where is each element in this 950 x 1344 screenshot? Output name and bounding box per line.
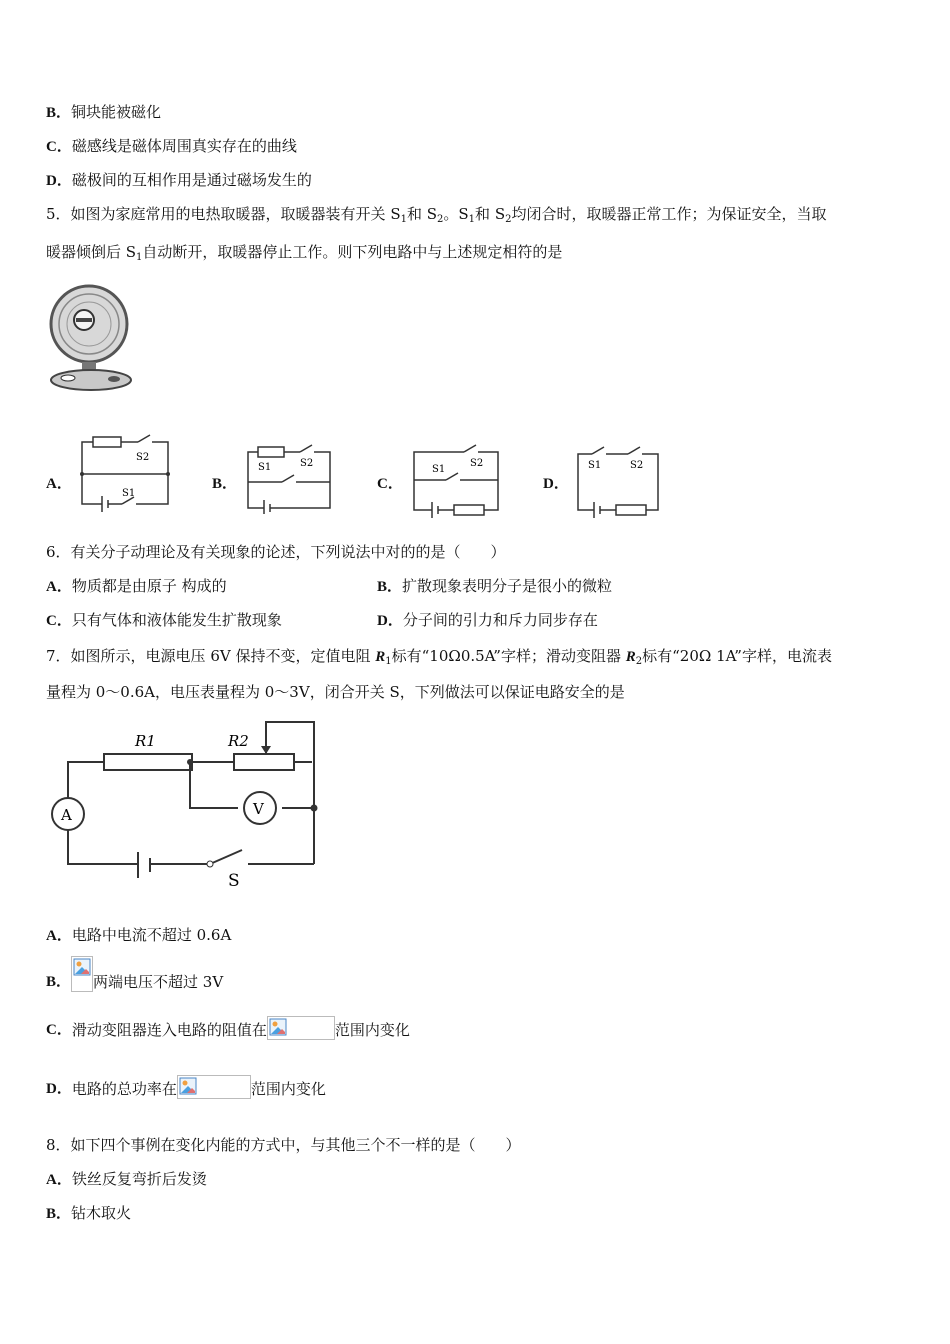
svg-text:S2: S2 [470, 458, 484, 469]
q5-stem-line1: 5．如图为家庭常用的电热取暖器，取暖器装有开关 $S_1$和 $S_2$。$S_1$和 $S_2$均闭合时，取暖器正常工作；为保证安全，当取 [46, 205, 827, 225]
q7-stem-line2: 量程为 0～0.6A，电压表量程为 0～3V，闭合开关 S，下列做法可以保证电路安全的是 [46, 683, 625, 701]
q7-option-c: C．滑动变阻器连入电路的阻值在 范围内变化 [46, 1016, 410, 1040]
q7-option-d: D．电路的总功率在 范围内变化 [46, 1075, 326, 1099]
q6-option-a: A．物质都是由原子 构成的 [46, 577, 227, 595]
q8-stem: 8．如下四个事例在变化内能的方式中，与其他三个不一样的是（ ） [46, 1136, 521, 1154]
svg-text:S: S [228, 871, 240, 891]
broken-image-icon [267, 1016, 335, 1040]
svg-text:S2: S2 [136, 452, 150, 463]
q5-stem-line2: 暖器倾倒后 $S_1$自动断开，取暖器停止工作。则下列电路中与上述规定相符的是 [46, 243, 563, 263]
heater-image [46, 278, 136, 400]
broken-image-icon [177, 1075, 251, 1099]
q4-option-b: B．铜块能被磁化 [46, 103, 162, 121]
q7-circuit [46, 716, 336, 892]
q6-option-b: B．扩散现象表明分子是很小的微粒 [377, 577, 613, 595]
svg-text:R2: R2 [228, 732, 249, 750]
q5-circuit-b [242, 434, 342, 514]
q8-option-a: A．铁丝反复弯折后发烫 [46, 1170, 207, 1188]
q4-option-d: D．磁极间的互相作用是通过磁场发生的 [46, 171, 312, 189]
q6-option-d: D．分子间的引力和斥力同步存在 [377, 611, 598, 629]
q5-option-d-label: D． [543, 476, 569, 492]
q4-option-c: C．磁感线是磁体周围真实存在的曲线 [46, 137, 297, 155]
q6-stem: 6．有关分子动理论及有关现象的论述，下列说法中对的的是（ ） [46, 543, 506, 561]
q5-circuit-c [408, 440, 508, 520]
svg-text:A: A [61, 806, 72, 824]
svg-text:S1: S1 [588, 460, 602, 471]
q7-stem-line1: 7．如图所示，电源电压 6V 保持不变，定值电阻 $R_1$标有“10Ω0.5A”字样；滑动变阻器 $R_2$标有“20Ω 1A”字样，电流表 [46, 647, 832, 667]
svg-text:S1: S1 [432, 464, 446, 475]
q8-option-b: B．钻木取火 [46, 1204, 132, 1222]
q5-option-b-label: B． [212, 476, 238, 492]
svg-text:S1: S1 [122, 488, 136, 499]
q5-circuit-d [572, 440, 672, 520]
q7-option-b: B． 两端电压不超过 3V [46, 956, 223, 992]
svg-text:S2: S2 [300, 458, 314, 469]
q5-circuit-a [78, 434, 178, 514]
q6-option-c: C．只有气体和液体能发生扩散现象 [46, 611, 282, 629]
q5-option-c-label: C． [377, 476, 403, 492]
svg-text:V: V [253, 800, 264, 818]
svg-text:S2: S2 [630, 460, 644, 471]
svg-text:R1: R1 [135, 732, 156, 750]
q5-option-a-label: A． [46, 476, 72, 492]
q7-option-a: A．电路中电流不超过 0.6A [46, 926, 232, 944]
broken-image-icon [71, 956, 93, 992]
svg-text:S1: S1 [258, 462, 272, 473]
